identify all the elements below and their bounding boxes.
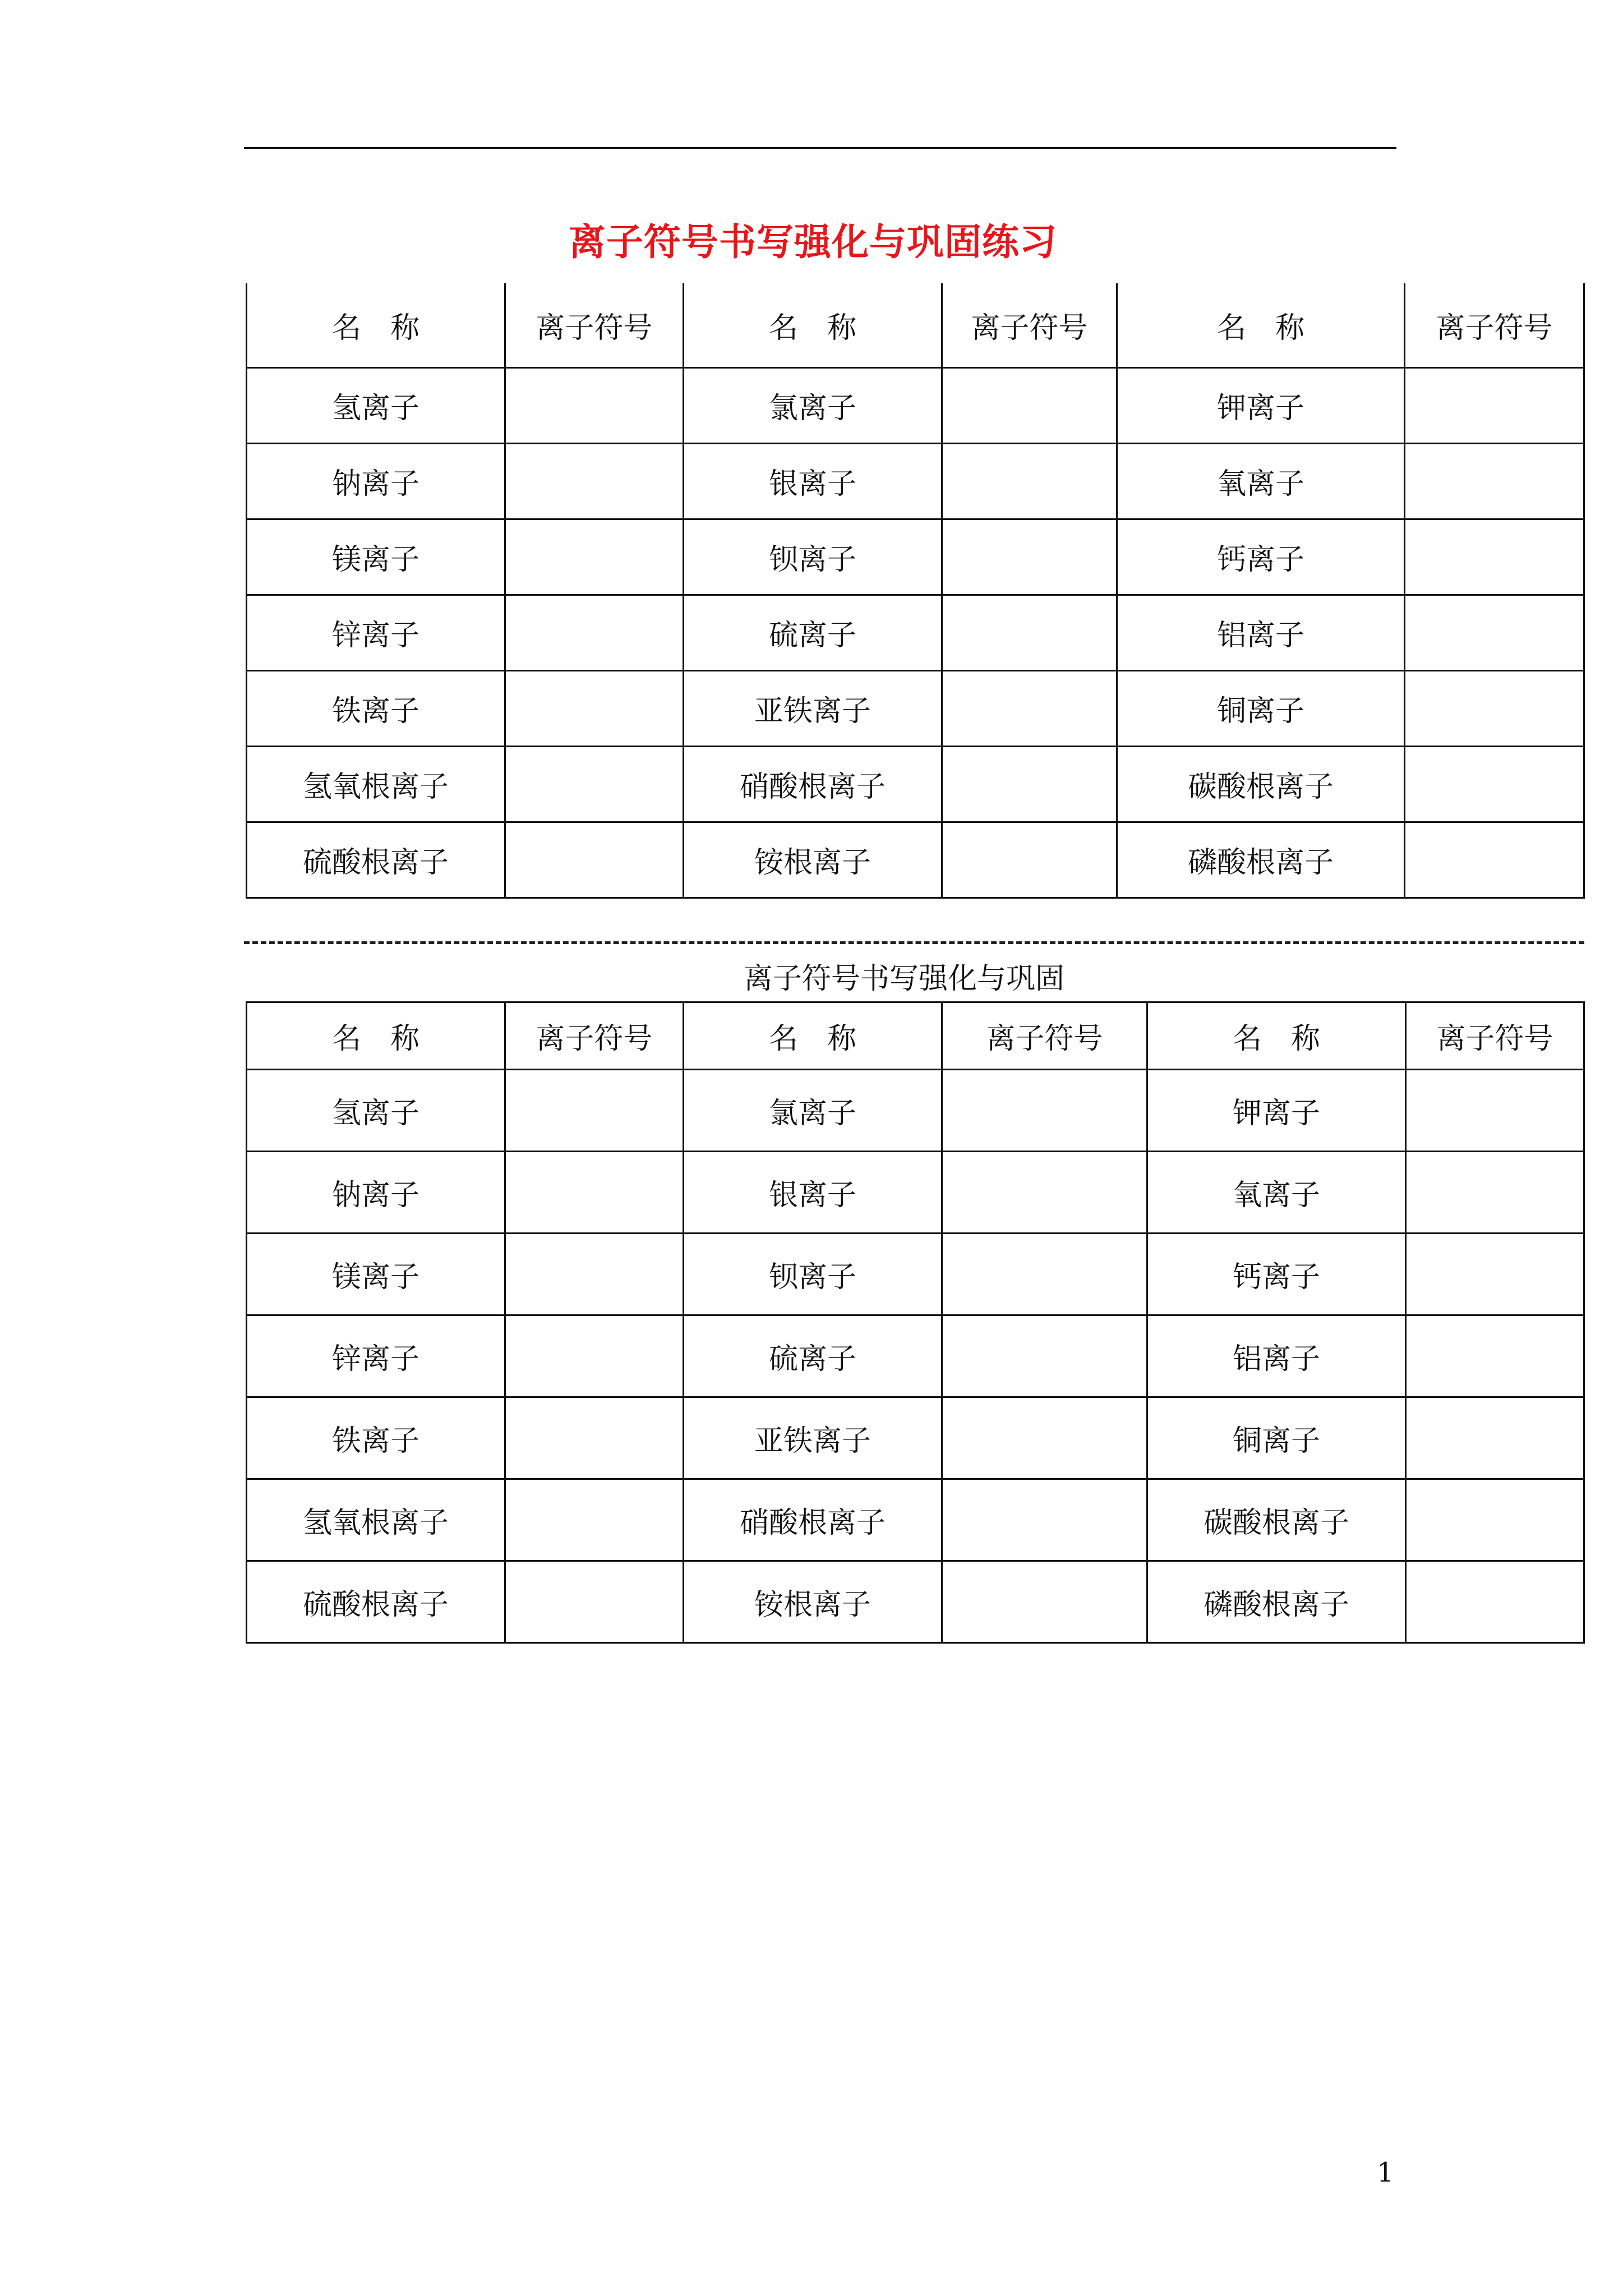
table-row	[247, 1315, 1584, 1397]
ion-symbol-blank[interactable]	[505, 367, 684, 443]
ion-name: 氧离子	[1147, 1152, 1406, 1234]
ion-symbol-blank[interactable]	[1405, 367, 1584, 443]
table-row	[247, 1479, 1584, 1561]
ion-name: 亚铁离子	[684, 1397, 942, 1479]
ion-name: 磷酸根离子	[1147, 1561, 1406, 1643]
header-name: 名 称	[1117, 283, 1405, 367]
header-symbol: 离子符号	[505, 1002, 684, 1070]
table-row	[247, 822, 1584, 898]
ion-symbol-blank[interactable]	[942, 670, 1117, 746]
ion-symbol-blank[interactable]	[1406, 1152, 1584, 1234]
ion-symbol-blank[interactable]	[1405, 746, 1584, 822]
ion-name: 钡离子	[684, 1234, 942, 1315]
ion-symbol-blank[interactable]	[942, 1070, 1147, 1152]
ion-symbol-blank[interactable]	[942, 1152, 1147, 1234]
table-row	[247, 670, 1584, 746]
ion-symbol-blank[interactable]	[505, 1479, 684, 1561]
header-name: 名 称	[247, 283, 505, 367]
header-symbol: 离子符号	[1405, 283, 1584, 367]
header-name: 名 称	[684, 283, 942, 367]
ion-symbol-blank[interactable]	[942, 367, 1117, 443]
ion-name: 氯离子	[684, 367, 942, 443]
table-row	[247, 746, 1584, 822]
ion-name: 硫离子	[684, 595, 942, 670]
ion-symbol-blank[interactable]	[1405, 670, 1584, 746]
table-header-row	[247, 283, 1584, 367]
ion-name: 镁离子	[247, 519, 505, 595]
ion-name: 硝酸根离子	[684, 1479, 942, 1561]
table-row	[247, 1070, 1584, 1152]
ion-name: 钾离子	[1147, 1070, 1406, 1152]
ion-name: 磷酸根离子	[1117, 822, 1405, 898]
ion-symbol-blank[interactable]	[1405, 519, 1584, 595]
ion-name: 铝离子	[1147, 1315, 1406, 1397]
table-row	[247, 443, 1584, 519]
ion-name: 氧离子	[1117, 443, 1405, 519]
ion-name: 锌离子	[247, 595, 505, 670]
ion-name: 铵根离子	[684, 1561, 942, 1643]
ion-name: 银离子	[684, 443, 942, 519]
ion-symbol-blank[interactable]	[942, 1234, 1147, 1315]
ion-symbol-blank[interactable]	[942, 1561, 1147, 1643]
ion-name: 镁离子	[247, 1234, 505, 1315]
ion-symbol-blank[interactable]	[942, 519, 1117, 595]
ion-symbol-blank[interactable]	[942, 595, 1117, 670]
page-number: 1	[1377, 2157, 1394, 2188]
table-row	[247, 1397, 1584, 1479]
ion-name: 碳酸根离子	[1117, 746, 1405, 822]
header-symbol: 离子符号	[942, 1002, 1147, 1070]
ion-name: 氢离子	[247, 1070, 505, 1152]
ion-symbol-blank[interactable]	[505, 1315, 684, 1397]
ion-symbol-blank[interactable]	[505, 1397, 684, 1479]
ion-name: 铁离子	[247, 1397, 505, 1479]
ion-symbol-blank[interactable]	[1405, 595, 1584, 670]
page-title: 离子符号书写强化与巩固练习	[569, 220, 1057, 264]
ion-symbol-blank[interactable]	[505, 1234, 684, 1315]
dashed-cut-line	[244, 941, 1584, 944]
ion-symbol-blank[interactable]	[505, 1561, 684, 1643]
table-row	[247, 1152, 1584, 1234]
ion-name: 铵根离子	[684, 822, 942, 898]
header-name: 名 称	[1147, 1002, 1406, 1070]
header-symbol: 离子符号	[505, 283, 684, 367]
ion-symbol-blank[interactable]	[942, 746, 1117, 822]
ion-symbol-blank[interactable]	[942, 822, 1117, 898]
ion-name: 亚铁离子	[684, 670, 942, 746]
ion-symbol-blank[interactable]	[1406, 1561, 1584, 1643]
ion-name: 钙离子	[1147, 1234, 1406, 1315]
ion-name: 钾离子	[1117, 367, 1405, 443]
ion-symbol-blank[interactable]	[505, 670, 684, 746]
table-row	[247, 1234, 1584, 1315]
ion-name: 硫离子	[684, 1315, 942, 1397]
ion-symbol-blank[interactable]	[942, 1397, 1147, 1479]
ion-name: 钡离子	[684, 519, 942, 595]
ion-table-review	[246, 1001, 1585, 1644]
ion-name: 硝酸根离子	[684, 746, 942, 822]
ion-name: 钠离子	[247, 1152, 505, 1234]
ion-name: 钙离子	[1117, 519, 1405, 595]
ion-name: 硫酸根离子	[247, 1561, 505, 1643]
ion-symbol-blank[interactable]	[1406, 1234, 1584, 1315]
table-row	[247, 1561, 1584, 1643]
ion-name: 铜离子	[1147, 1397, 1406, 1479]
ion-symbol-blank[interactable]	[942, 443, 1117, 519]
ion-name: 锌离子	[247, 1315, 505, 1397]
ion-name: 钠离子	[247, 443, 505, 519]
ion-table-practice	[246, 283, 1585, 899]
header-symbol: 离子符号	[1406, 1002, 1584, 1070]
ion-symbol-blank[interactable]	[1405, 822, 1584, 898]
ion-symbol-blank[interactable]	[505, 746, 684, 822]
ion-symbol-blank[interactable]	[1406, 1397, 1584, 1479]
header-name: 名 称	[684, 1002, 942, 1070]
header-rule	[244, 147, 1396, 149]
ion-symbol-blank[interactable]	[505, 1070, 684, 1152]
ion-symbol-blank[interactable]	[505, 1152, 684, 1234]
ion-symbol-blank[interactable]	[942, 1315, 1147, 1397]
ion-name: 硫酸根离子	[247, 822, 505, 898]
ion-symbol-blank[interactable]	[1406, 1070, 1584, 1152]
header-symbol: 离子符号	[942, 283, 1117, 367]
ion-name: 铜离子	[1117, 670, 1405, 746]
header-name: 名 称	[247, 1002, 505, 1070]
ion-name: 铁离子	[247, 670, 505, 746]
ion-symbol-blank[interactable]	[505, 443, 684, 519]
ion-name: 铝离子	[1117, 595, 1405, 670]
ion-symbol-blank[interactable]	[1405, 443, 1584, 519]
table-row	[247, 595, 1584, 670]
ion-name: 银离子	[684, 1152, 942, 1234]
table-row	[247, 519, 1584, 595]
ion-symbol-blank[interactable]	[1406, 1479, 1584, 1561]
ion-symbol-blank[interactable]	[505, 595, 684, 670]
ion-symbol-blank[interactable]	[1406, 1315, 1584, 1397]
ion-name: 氢离子	[247, 367, 505, 443]
ion-name: 氢氧根离子	[247, 1479, 505, 1561]
ion-symbol-blank[interactable]	[505, 822, 684, 898]
ion-symbol-blank[interactable]	[505, 519, 684, 595]
table-header-row	[247, 1002, 1584, 1070]
section-subtitle: 离子符号书写强化与巩固	[743, 962, 1064, 996]
table-row	[247, 367, 1584, 443]
ion-name: 碳酸根离子	[1147, 1479, 1406, 1561]
ion-name: 氢氧根离子	[247, 746, 505, 822]
ion-symbol-blank[interactable]	[942, 1479, 1147, 1561]
ion-name: 氯离子	[684, 1070, 942, 1152]
